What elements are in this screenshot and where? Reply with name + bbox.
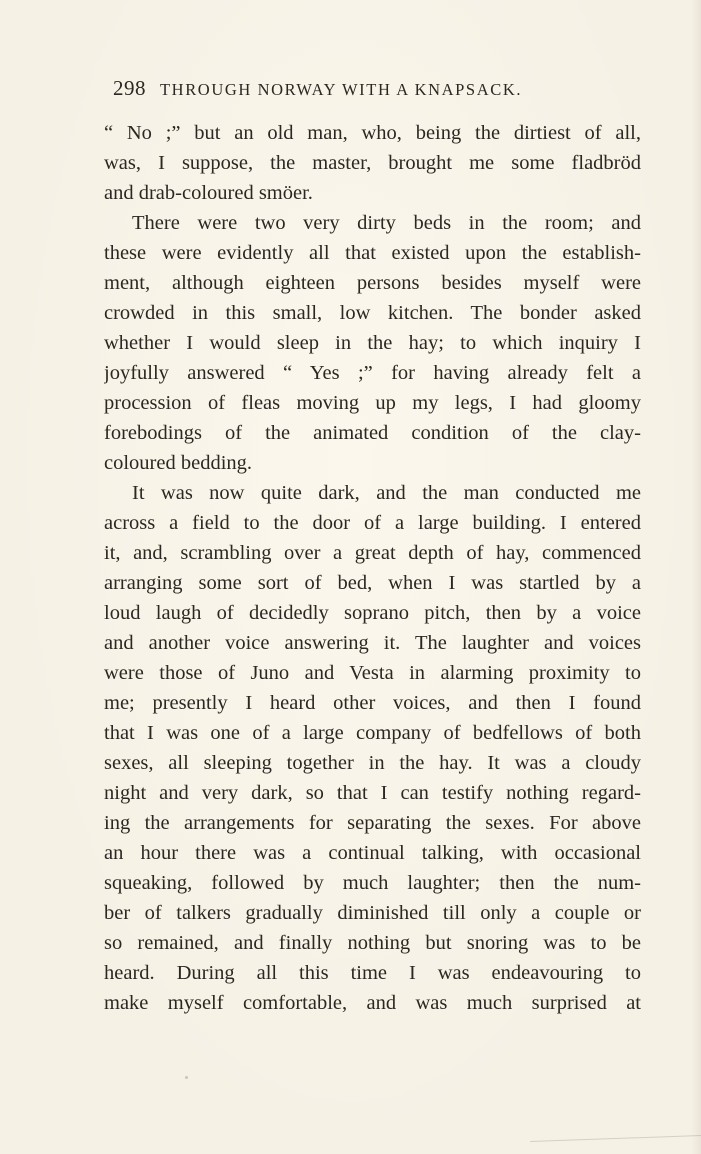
text-line: arranging some sort of bed, when I was startled by a xyxy=(104,572,641,594)
text-line: It was now quite dark, and the man conducted me xyxy=(132,482,641,504)
text-line: was, I suppose, the master, brought me some fladbröd xyxy=(104,152,641,174)
text-line: crowded in this small, low kitchen. The bonder asked xyxy=(104,302,641,324)
running-title: THROUGH NORWAY WITH A KNAPSACK. xyxy=(160,80,523,99)
text-line: across a field to the door of a large building. I entered xyxy=(104,512,641,534)
text-line: ber of talkers gradually diminished till only a couple or xyxy=(104,902,641,924)
text-line: whether I would sleep in the hay; to which inquiry I xyxy=(104,332,641,354)
page-edge-shadow xyxy=(691,0,701,1154)
text-line: night and very dark, so that I can testify nothing regard- xyxy=(104,782,641,804)
text-line: it, and, scrambling over a great depth of hay, commenced xyxy=(104,542,641,564)
text-line: There were two very dirty beds in the room; and xyxy=(132,212,641,234)
text-line: heard. During all this time I was endeavouring to xyxy=(104,962,641,984)
text-line: were those of Juno and Vesta in alarming proximity to xyxy=(104,662,641,684)
running-head xyxy=(113,76,583,106)
text-line: coloured bedding. xyxy=(104,452,253,474)
text-line: procession of fleas moving up my legs, I had gloomy xyxy=(104,392,641,414)
text-line: these were evidently all that existed upon the establish- xyxy=(104,242,641,264)
page-number: 298 xyxy=(113,76,146,100)
text-line: joyfully answered “ Yes ;” for having already felt a xyxy=(104,362,641,384)
text-line: an hour there was a continual talking, with occasional xyxy=(104,842,641,864)
text-line: squeaking, followed by much laughter; then the num- xyxy=(104,872,641,894)
text-line: and drab-coloured smöer. xyxy=(104,182,313,204)
text-line: sexes, all sleeping together in the hay. It was a cloudy xyxy=(104,752,641,774)
text-line: forebodings of the animated condition of the clay- xyxy=(104,422,641,444)
text-line: so remained, and finally nothing but snoring was to be xyxy=(104,932,641,954)
text-line: loud laugh of decidedly soprano pitch, then by a voice xyxy=(104,602,641,624)
text-line: that I was one of a large company of bedfellows of both xyxy=(104,722,641,744)
text-line: me; presently I heard other voices, and then I found xyxy=(104,692,641,714)
text-line: make myself comfortable, and was much surprised at xyxy=(104,992,641,1014)
text-line: and another voice answering it. The laughter and voices xyxy=(104,632,641,654)
text-line: ing the arrangements for separating the sexes. For above xyxy=(104,812,641,834)
text-line: ment, although eighteen persons besides myself were xyxy=(104,272,641,294)
paper-speck xyxy=(185,1076,188,1079)
body-text xyxy=(104,118,641,1018)
paper-fold-line xyxy=(530,1135,701,1142)
text-line: “ No ;” but an old man, who, being the dirtiest of all, xyxy=(104,122,641,144)
